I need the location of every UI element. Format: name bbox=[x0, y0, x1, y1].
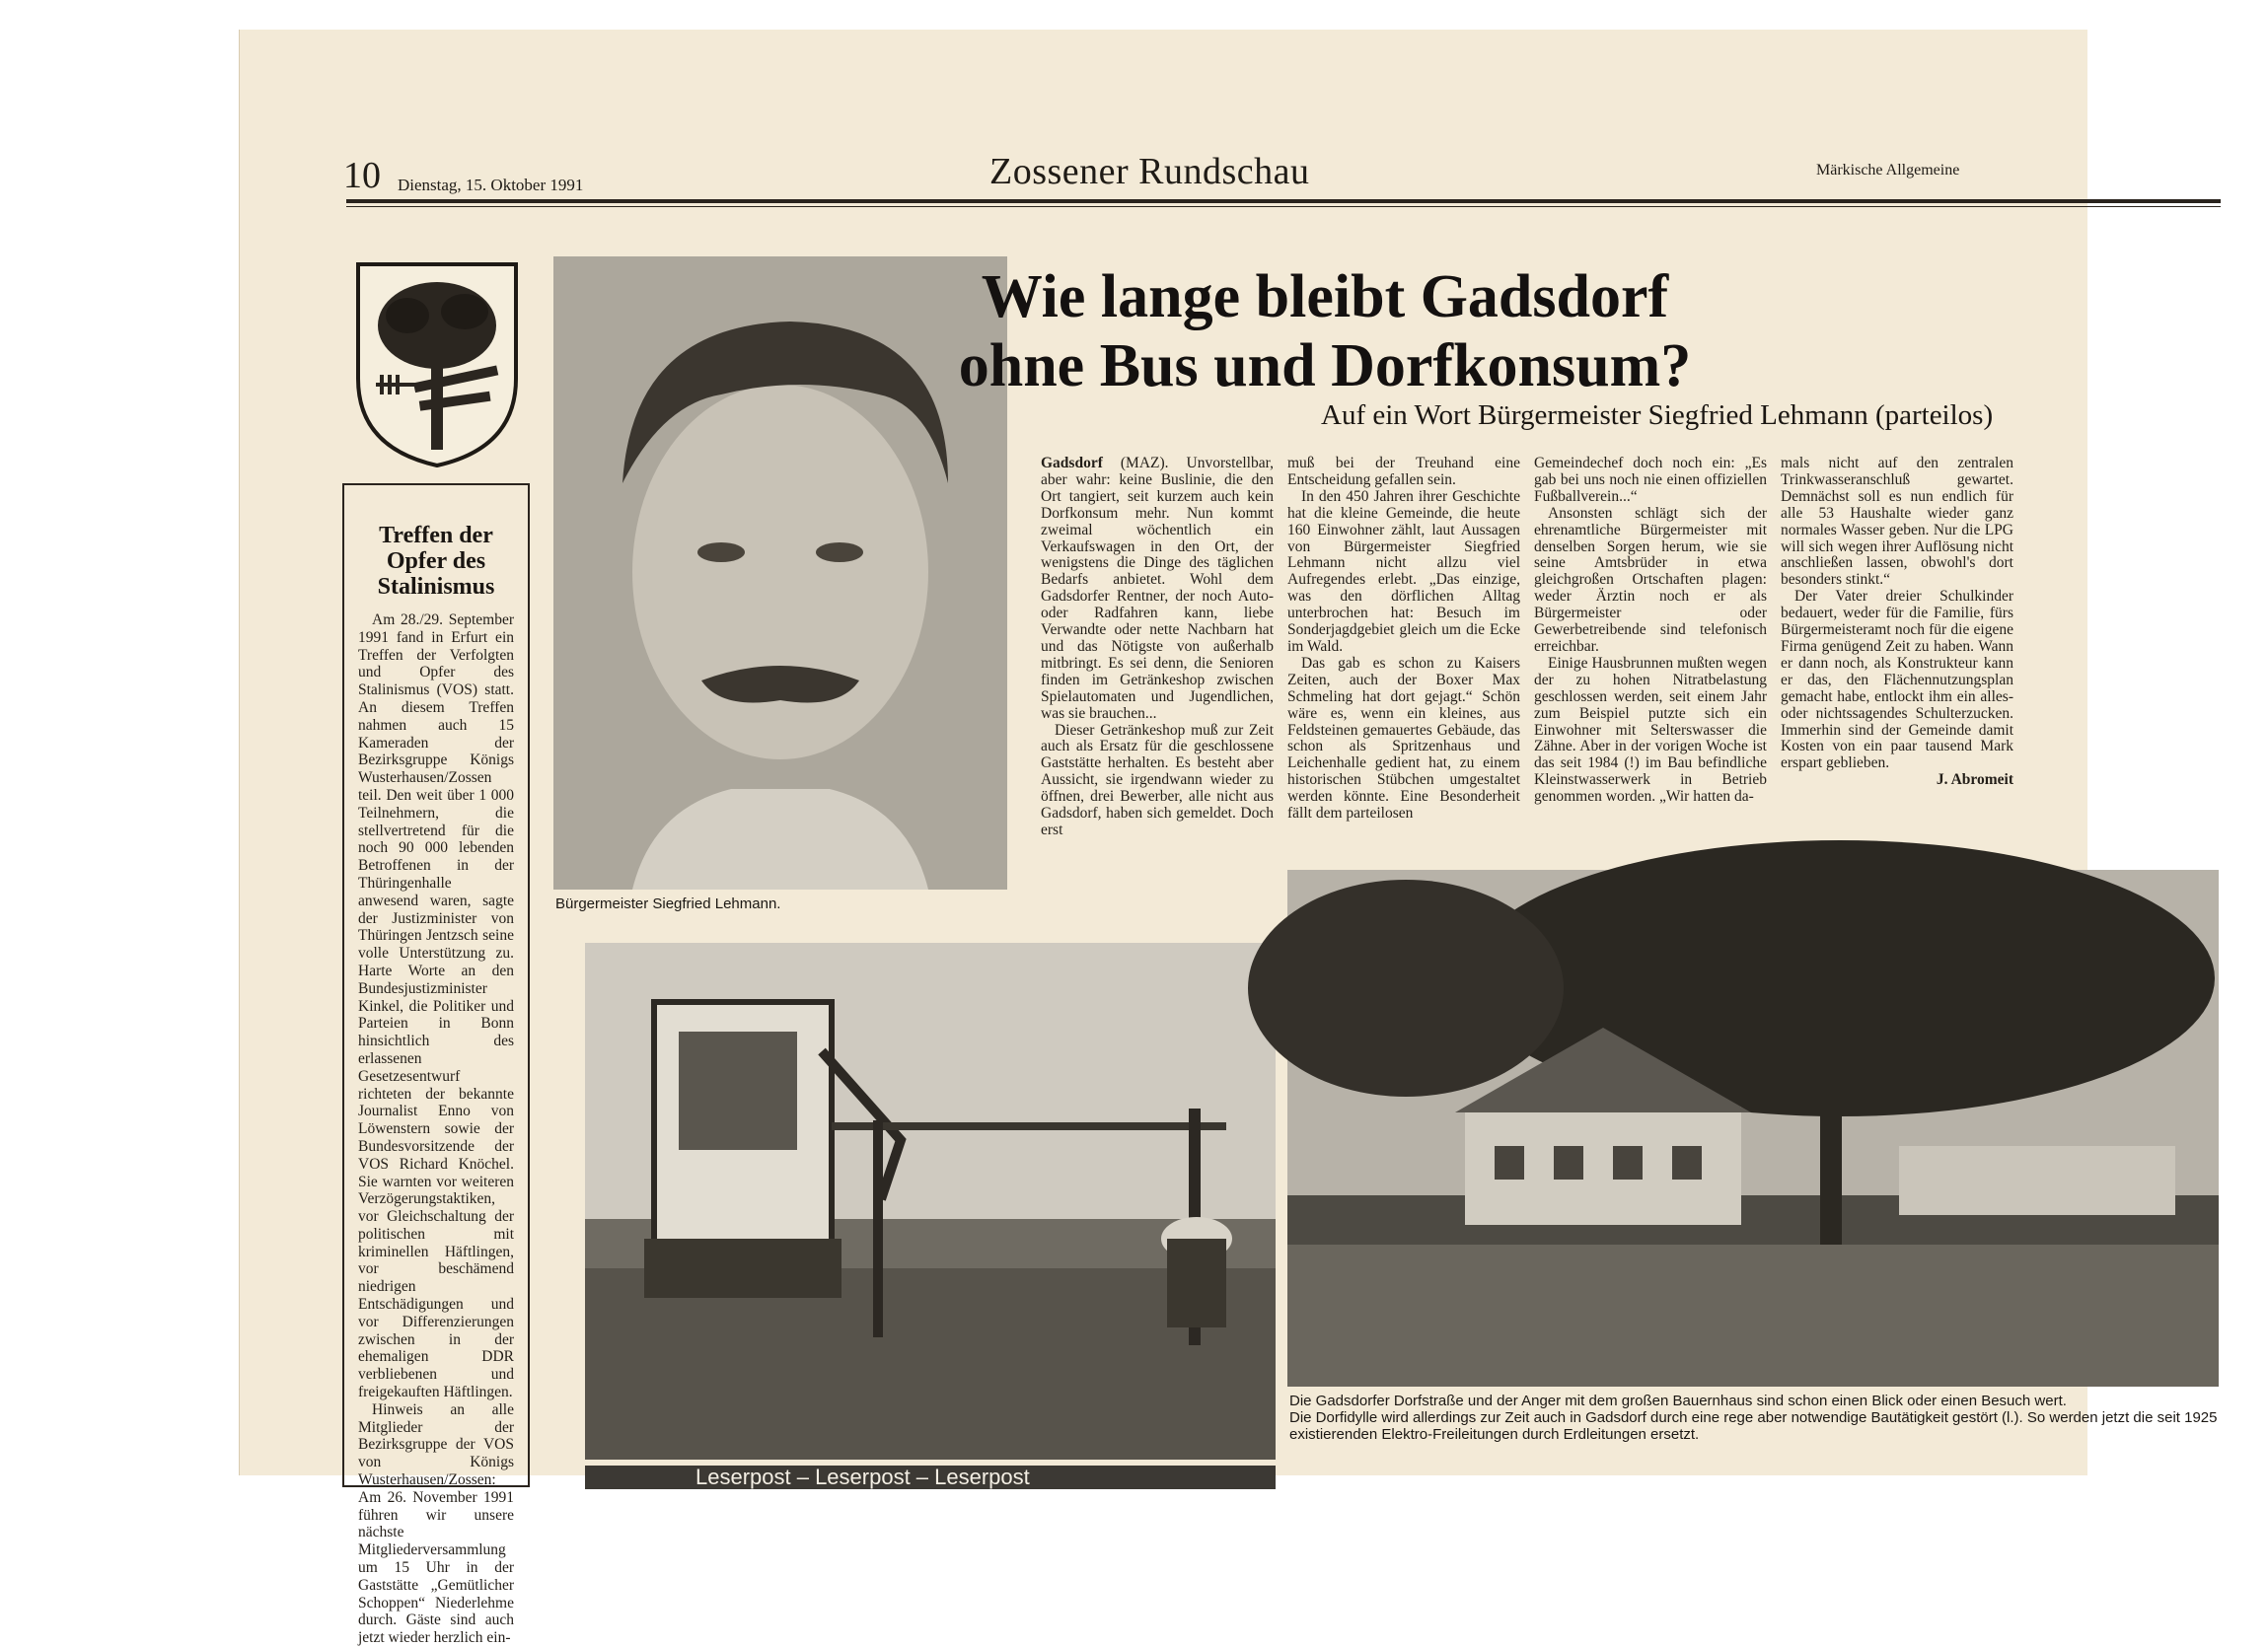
col3-paragraph-3: Einige Hausbrunnen mußten wegen der zu hohen Nitratbelastung geschlossen werden, seit einem Jahr zum Beispiel putzte sich ein Einwohner mit Selterswasser die Zähne. Aber in der vorigen Woche ist das seit 1984 (!) im Bau befindliche Kleinstwasserwerk in Betrieb genommen worden. „Wir hatten da- bbox=[1534, 654, 1767, 806]
page-number: 10 bbox=[343, 155, 381, 196]
col1-paragraph-1: (MAZ). Unvorstellbar, aber wahr: keine Buslinie, die den Ort tangiert, seit kurzem auch kein Dorfkonsum mehr. Nun kommt zweimal wöchentlich ein Verkaufswagen in den Ort, der wenigstens die Dinge des täglichen Bedarfs anbietet. Wohl dem Gadsdorfer Rentner, der noch Auto- oder Radfahren kann, liebe Verwandte oder nette Nachbarn hat und das Nötigste von außerhalb mitbringt. Es sei denn, die Senioren finden im Getränkeshop zwischen Spielautomaten und Jugendlichen, was sie brauchen... bbox=[1041, 455, 1274, 722]
col3-paragraph-1: Gemeindechef doch noch ein: „Es gab bei uns noch nie einen offiziellen Fußballverein...“ bbox=[1534, 455, 1767, 505]
col3-paragraph-2: Ansonsten schlägt sich der ehrenamtliche Bürgermeister mit denselben Sorgen herum, wie sie seine Amtsbrüder in etwa gleichgroßen Ortschaften plagen: weder Ärztin noch er als Bürgermeister oder Gewerbetreibende sind telefonisch erreichbar. bbox=[1534, 504, 1767, 655]
col4-paragraph-2: Der Vater dreier Schulkinder bedauert, weder für die Familie, fürs Bürgermeisteramt noch für die eigene Firma genügend Zeit zu haben. Wann er dann noch, als Konstrukteur kann er das, den Flächennutzungsplan gemacht habe, entlockt ihm ein alles- oder nichtssagendes Schulterzucken. Immerhin sind der Gemeinde damit Kosten von ein paar tausend Mark erspart geblieben. bbox=[1781, 588, 2013, 772]
headline-line1: Wie lange bleibt Gadsdorf bbox=[981, 263, 1669, 330]
article-column-2 bbox=[1287, 456, 1520, 823]
article-column-4 bbox=[1781, 456, 2013, 789]
village-photo bbox=[1287, 870, 2219, 1387]
leserpost-banner: Leserpost – Leserpost – Leserpost bbox=[585, 1466, 1276, 1489]
newspaper-page bbox=[239, 30, 2218, 1647]
headline-line2: ohne Bus und Dorfkonsum? bbox=[958, 332, 1692, 399]
newspaper-title: Zossener Rundschau bbox=[989, 151, 1310, 192]
village-caption-line2: Die Dorfidylle wird allerdings zur Zeit auch in Gadsdorf durch eine rege aber notwendige Bautätigkeit gestört (l.). So werden jetzt die seit 1925 existierenden Elektro-Freileitungen durch Erdleitungen ersetzt. bbox=[1289, 1409, 2218, 1443]
col4-paragraph-1: mals nicht auf den zentralen Trinkwasseranschluß gewartet. Demnächst soll es nun endlich für alle 53 Haushalte wieder ganz normales Wasser geben. Nur die LPG will sich wegen ihrer Auflösung nicht anschließen lassen, obwohl's dort besonders stinkt.“ bbox=[1781, 455, 2013, 589]
article-column-1 bbox=[1041, 456, 1274, 839]
col1-paragraph-2: Dieser Getränkeshop muß zur Zeit auch als Ersatz für die geschlossene Gaststätte herhalten. Es besteht aber Aussicht, sie irgendwann wieder zu öffnen, drei Bewerber, alle nicht aus Gadsdorf, haben sich gemeldet. Doch erst bbox=[1041, 721, 1274, 838]
col2-paragraph-2: In den 450 Jahren ihrer Geschichte hat die kleine Gemeinde, die heute 160 Einwohner zählt, laut Aussagen von Bürgermeister Siegfried Lehmann nicht allzu viel Aufregendes erlebt. „Das einzige, was den dörflichen Alltag unterbrochen hat: Besuch im Sonderjagdgebiet gleich um die Ecke im Wald. bbox=[1287, 487, 1520, 655]
sidebar-body: Am 28./29. September 1991 fand in Erfurt ein Treffen der Verfolgten und Opfer des Stalinismus (VOS) statt. An diesem Treffen nahmen auch 15 Kameraden der Bezirksgruppe Königs Wusterhausen/Zossen teil. Den weit über 1 000 Teilnehmern, die stellvertretend für die noch 90 000 lebenden Betroffenen in der Thüringenhalle anwesend waren, sagte der Justizminister von Thüringen Jentzsch seine volle Unterstützung zu. Harte Worte an den Bundesjustizminister Kinkel, die Politiker und Parteien in Bonn hinsichtlich des erlassenen Gesetzesentwurf richteten der bekannte Journalist Enno von Löwenstern sowie der Bundesvorsitzende der VOS Richard Knöchel. Sie warnten vor weiteren Verzögerungstaktiken, vor Gleichschaltung der politischen mit kriminellen Häftlingen, vor beschämend niedrigen Entschädigungen und vor Differenzierungen zwischen in der ehemaligen DDR verbliebenen und freigekauften Häftlingen. bbox=[358, 611, 514, 1401]
article-headline bbox=[595, 262, 2055, 400]
village-caption bbox=[1289, 1393, 2221, 1443]
sidebar-body-notice: Hinweis an alle Mitglieder der Bezirksgruppe der VOS von Königs Wusterhausen/Zossen: Am 26. November 1991 führen wir unsere nächste Mitgliederversammlung um 15 Uhr in der Gaststätte „Gemütlicher Schoppen“ Niederlehme durch. Gäste sind auch jetzt wieder herzlich ein- bbox=[358, 1400, 514, 1647]
construction-photo bbox=[585, 943, 1276, 1460]
village-image bbox=[1287, 870, 2219, 1387]
sidebar-title: Treffen der Opfer des Stalinismus bbox=[377, 523, 495, 600]
construction-image bbox=[585, 943, 1276, 1460]
article-subhead: Auf ein Wort Bürgermeister Siegfried Lehmann (parteilos) bbox=[1321, 399, 1994, 431]
article-dateline: Gadsdorf bbox=[1041, 455, 1103, 471]
article-column-3 bbox=[1534, 456, 1767, 806]
col2-paragraph-3: Das gab es schon zu Kaisers Zeiten, auch der Boxer Max Schmeling hat dort gejagt.“ Schön wäre es, wenn ein kleines, aus Feldsteinen gemauertes Gebäude, das schon als Spritzenhaus und Leichenhalle gedient hat, zu einem historischen Stübchen umgestaltet werden könnte. Eine Besonderheit fällt dem parteilosen bbox=[1287, 654, 1520, 823]
article-author: J. Abromeit bbox=[1936, 771, 2013, 789]
col2-paragraph-1: muß bei der Treuhand eine Entscheidung gefallen sein. bbox=[1287, 455, 1520, 488]
village-caption-line1: Die Gadsdorfer Dorfstraße und der Anger mit dem großen Bauernhaus sind schon einen Blick oder einen Besuch wert. bbox=[1289, 1393, 2067, 1409]
masthead-rule-thin bbox=[346, 206, 2221, 207]
issue-date: Dienstag, 15. Oktober 1991 bbox=[398, 176, 584, 194]
sidebar-article bbox=[342, 483, 530, 1647]
portrait-caption: Bürgermeister Siegfried Lehmann. bbox=[555, 895, 781, 912]
publisher-name: Märkische Allgemeine bbox=[1816, 162, 1960, 179]
coat-of-arms-icon bbox=[354, 260, 520, 469]
masthead-rule bbox=[346, 199, 2221, 203]
